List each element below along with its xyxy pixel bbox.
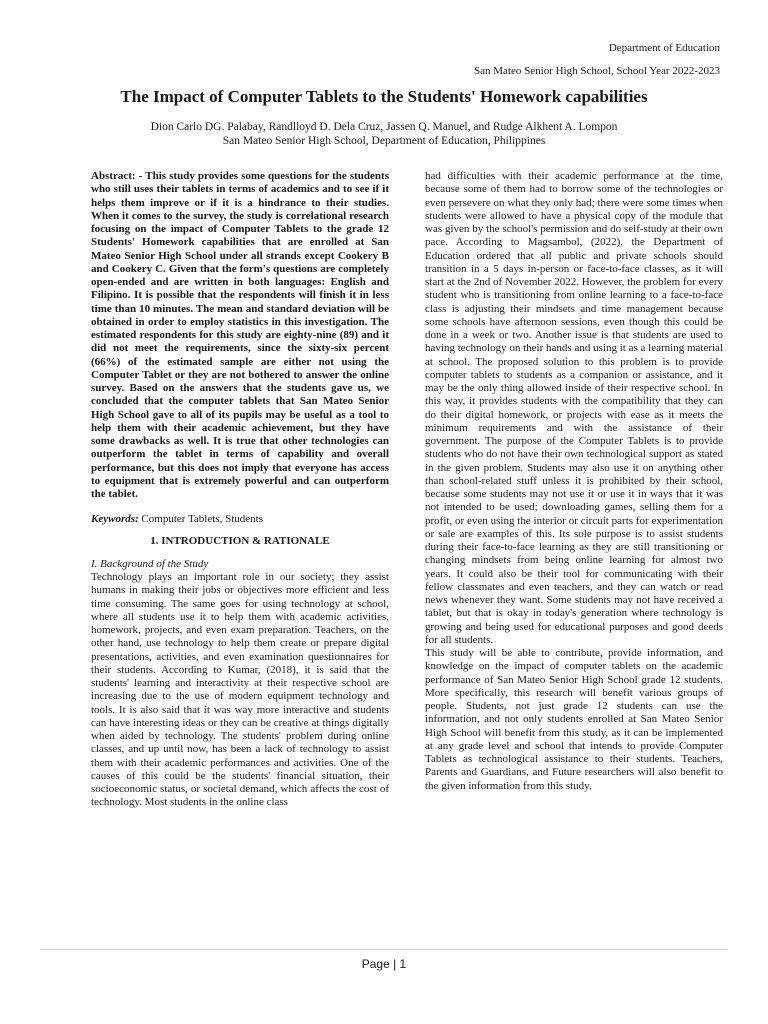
author-names: Dion Carlo DG. Palabay, Randlloyd D. Dela Cruz, Jassen Q. Manuel, and Rudge Alkhent A. Lompon (150, 121, 618, 133)
header-school-year: San Mateo Senior High School, School Year 2022-2023 (474, 65, 720, 77)
keywords-line (91, 513, 389, 526)
keywords-label: Keywords: (91, 513, 139, 526)
paper-title: The Impact of Computer Tablets to the Students' Homework capabilities (120, 87, 648, 106)
intro-paragraph: Technology plays an important role in our society; they assist humans in making their jobs or objectives more efficient and less time consuming. The same goes for using technology at school, where all students use it to help them with academic activities, homework, projects, and even exam preparation. Teachers, on the other hand, use technology to help them create or prepare digital presentations, activities, and even examination questionnaires for their students. According to Kumar, (2018), it is said that the students' learning and interactivity at their respective school are increasing due to the use of modern equipment technology and tools. It is also said that it was way more interactive and students can have interesting ideas or they can be creative at things digitally when aided by technology. The students' problem during online classes, and up until now, has been a lack of technology to assist them with their academic performances and activities. One of the causes of this could be the students' financial situation, their socioeconomic status, or societal demand, which affects the cost of technology. Most students in the online class (91, 571, 389, 809)
subsection-heading: I. Background of the Study (91, 557, 209, 570)
header-department: Department of Education (608, 42, 720, 54)
left-column (91, 170, 389, 810)
abstract-text: Abstract: - This study provides some questions for the students who still uses their tablets in terms of academics and to see if it helps them improve or if it is a hindrance to their studies. When it comes to the survey, the study is correlational research focusing on the impact of Computer Tablets to the grade 12 Students' Homework capabilities that are enrolled at San Mateo Senior High School under all strands except Cookery B and Cookery C. Given that the form's questions are completely open-ended and are written in both languages: English and Filipino. It is possible that the respondents will finish it in less time than 10 minutes. The mean and standard deviation will be obtained in order to employ statistics in this investigation. The estimated respondents for this study are eighty-nine (89) and it did not meet the requirements, since the sixty-six percent (66%) of the estimated sample are either not using the Computer Tablet or they are not bothered to answer the online survey. Based on the answers that the students gave us, we concluded that the computer tablets that San Mateo Senior High School gave to all of its pupils may be useful as a tool to help them with their academic achievement, but they have some drawbacks as well. It is true that other technologies can outperform the tablet in terms of capability and overall performance, but this does not imply that everyone has access to equipment that is extremely powerful and can outperform the tablet. (91, 170, 389, 500)
author-affiliation: San Mateo Senior High School, Department of Education, Philippines (222, 135, 546, 147)
body-paragraph-1: had difficulties with their academic performance at the time, because some of them had to borrow some of the technologies or even persevere on what they only had; there were some times when students were allowed to have a physical copy of the module that was given by the school's permission and do self-study at their own pace. According to Magsambol, (2022), the Department of Education ordered that all public and private schools should transition in a 5 days in-person or face-to-face classes, as it will start at the 2nd of November 2022. However, the problem for every student who is transitioning from online learning to a face-to-face class is adjusting their mindsets and time management because some schools have afternoon sessions, even though this could be done in a week or two. Another issue is that students are used to having technology on their hands and using it as a learning material at school. The proposed solution to this problem is to provide computer tablets to students as a companion or assistance, and it may be the only thing allowed inside of their respective school. In this way, it provides students with the compatibility that they can do their digital homework, or projects with ease as it meets the minimum requirements and with the assistance of their government. The purpose of the Computer Tablets is to provide students who do not have their own technological support as stated in the given problem. Students may also use it on anything other than school-related stuff unless it is prohibited by their school, because some students may not use it or use it in ways that it was not intended to be used; downloading games, selling them for a profit, or even using the interior or circuit parts for experimentation or sale are examples of this. Its sole purpose is to assist students during their face-to-face learning as they are still transitioning or changing mindsets from being online learning for almost two years. It could also be their tool for communicating with their fellow classmates and even teachers, and they can watch or read news whenever they want. Some students may not have received a tablet, but that is okay in today's generation where technology is growing and being used for educational purposes and good deeds for all students. (425, 170, 723, 646)
page-number: Page | 1 (361, 957, 407, 971)
footer-divider (40, 949, 728, 950)
body-paragraph-2: This study will be able to contribute, provide information, and knowledge on the impact of computer tablets on the academic performance of San Mateo Senior High School grade 12 students. More specifically, this research will benefit various groups of people. Students, not just grade 12 students can use the information, and not only students enrolled at San Mateo Senior High School will benefit from this study, as it can be implemented at any grade level and school that intends to provide Computer Tablets as technological assistance to their students. Teachers, Parents and Guardians, and Future researchers will also benefit to the given information from this study. (425, 647, 723, 792)
keywords-value: Computer Tablets, Students (141, 513, 263, 526)
author-block (150, 120, 618, 148)
right-column (425, 170, 723, 793)
section-heading: 1. INTRODUCTION & RATIONALE (150, 534, 330, 547)
